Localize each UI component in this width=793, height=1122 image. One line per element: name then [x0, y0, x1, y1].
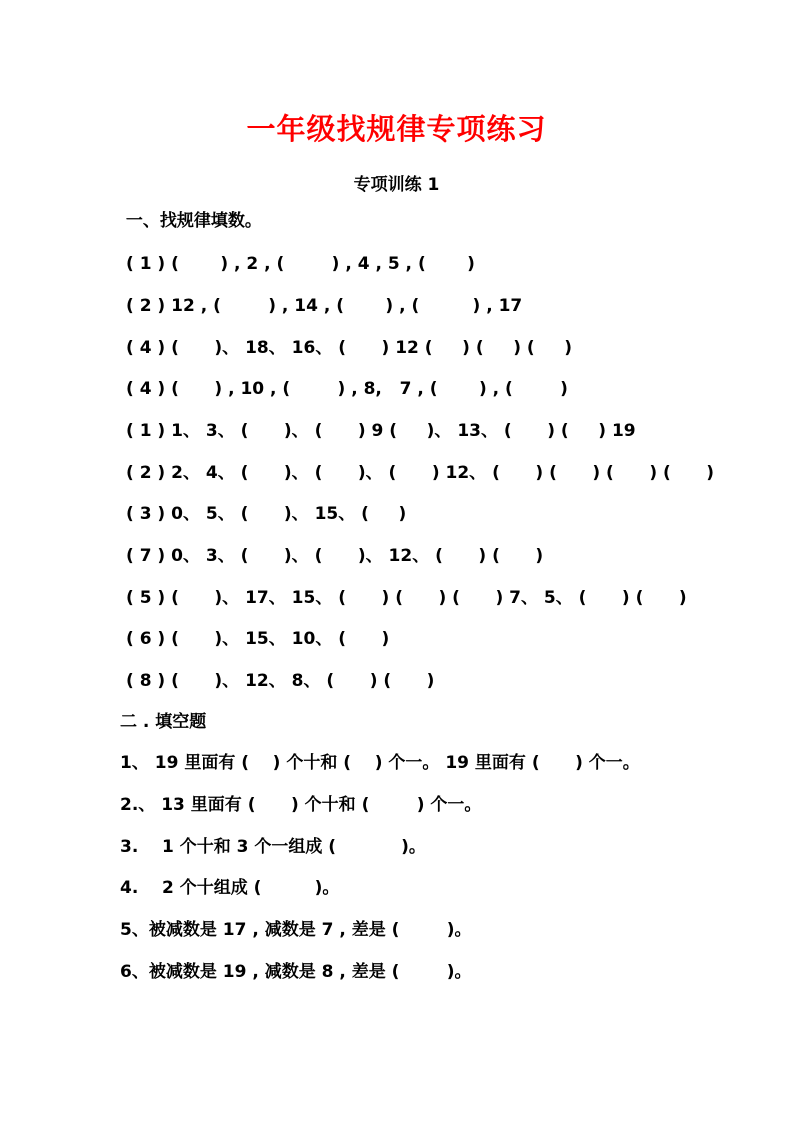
fill-question-6: 6、被减数是 19 , 减数是 8 , 差是 ( )。	[120, 962, 472, 982]
pattern-question-7: ( 3 ) 0、 5、 ( )、 15、 ( )	[126, 504, 407, 524]
pattern-question-8: ( 7 ) 0、 3、 ( )、 ( )、 12、 ( ) ( )	[126, 546, 544, 566]
pattern-question-5: ( 1 ) 1、 3、 ( )、 ( ) 9 ( )、 13、 ( ) ( ) 19	[126, 421, 636, 441]
pattern-question-6: ( 2 ) 2、 4、 ( )、 ( )、 ( ) 12、 ( ) ( ) ( ) ( )	[126, 463, 715, 483]
pattern-question-9: ( 5 ) ( )、 17、 15、 ( ) ( ) ( ) 7、 5、 ( ) ( )	[126, 588, 687, 608]
pattern-question-11: ( 8 ) ( )、 12、 8、 ( ) ( )	[126, 671, 435, 691]
pattern-question-4: ( 4 ) ( ) , 10 , ( ) , 8, 7 , ( ) , ( )	[126, 379, 568, 399]
fill-question-2: 2.、 13 里面有 ( ) 个十和 ( ) 个一。	[120, 795, 482, 815]
fill-question-5: 5、被减数是 17 , 减数是 7 , 差是 ( )。	[120, 920, 472, 940]
section1-heading: 一、找规律填数。	[120, 211, 262, 231]
page-title: 一年级找规律专项练习	[246, 112, 547, 146]
fill-question-1: 1、 19 里面有 ( ) 个十和 ( ) 个一。 19 里面有 ( ) 个一。	[120, 753, 640, 773]
page-subtitle: 专项训练 1	[353, 175, 440, 195]
pattern-question-1: ( 1 ) ( ) , 2 , ( ) , 4 , 5 , ( )	[126, 254, 475, 274]
pattern-question-10: ( 6 ) ( )、 15、 10、 ( )	[126, 629, 390, 649]
section2-heading: 二 . 填空题	[120, 712, 207, 732]
fill-question-4: 4. 2 个十组成 ( )。	[120, 878, 340, 898]
fill-question-3: 3. 1 个十和 3 个一组成 ( )。	[120, 837, 426, 857]
pattern-question-2: ( 2 ) 12 , ( ) , 14 , ( ) , ( ) , 17	[126, 296, 523, 316]
pattern-question-3: ( 4 ) ( )、 18、 16、 ( ) 12 ( ) ( ) ( )	[126, 338, 573, 358]
